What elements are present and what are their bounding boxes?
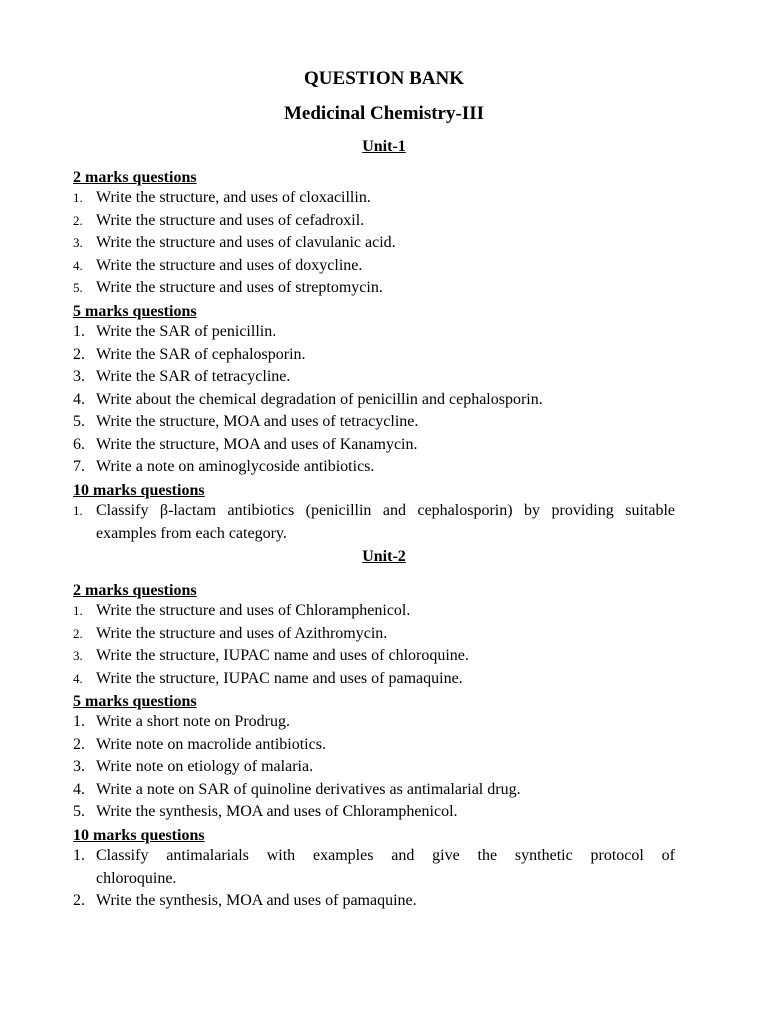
question-item [73,668,675,691]
question-number: 1. [73,847,85,864]
unit-2-heading: Unit-2 [362,548,406,565]
question-item [73,600,675,623]
question-number: 3. [73,758,85,775]
question-item [73,411,675,434]
question-text: Write the structure and uses of streptomycin. [96,279,383,296]
document-title: QUESTION BANK [304,68,464,89]
question-text: Write the structure and uses of Azithromycin. [96,624,388,642]
question-number: 3. [73,235,83,250]
question-item [73,344,675,367]
question-number: 3. [73,648,83,663]
question-text: Write about the chemical degradation of penicillin and cephalosporin. [96,390,543,408]
question-item [73,389,675,412]
question-number: 2. [73,625,83,641]
section-heading: 2 marks questions [73,169,197,186]
question-text: Write note on etiology of malaria. [96,758,314,775]
document-subtitle: Medicinal Chemistry-III [283,103,484,124]
question-number: 2. [73,212,83,228]
question-number: 5. [73,280,83,295]
question-text: Write the synthesis, MOA and uses of Chloramphenicol. [96,803,458,820]
question-item [73,845,675,890]
question-list [73,711,675,824]
question-number: 4. [73,257,83,273]
question-list [73,845,675,913]
question-number: 4. [73,780,85,798]
question-number: 1. [73,603,83,618]
question-text: Write the structure and uses of cefadroxil. [96,211,365,229]
section-heading: 5 marks questions [73,693,197,710]
question-item [73,187,675,210]
question-item [73,255,675,278]
question-item [73,277,675,300]
question-number: 2. [73,892,85,909]
question-text: Write the SAR of penicillin. [96,323,277,340]
question-number: 5. [73,803,85,820]
question-item [73,232,675,255]
question-number: 1. [73,503,83,518]
question-list [73,321,675,479]
question-text-line1: Classify antimalarials with examples and give the synthetic protocol of [96,847,675,864]
unit-1-heading: Unit-1 [362,138,406,155]
question-list [73,187,675,300]
question-number: 6. [73,435,85,453]
question-text: Write the structure, IUPAC name and uses of chloroquine. [96,647,469,664]
question-number: 3. [73,368,85,385]
section-heading: 10 marks questions [73,482,205,499]
question-item [73,756,675,779]
question-item [73,210,675,233]
question-item [73,711,675,734]
question-text: Write the SAR of tetracycline. [96,368,291,385]
question-number: 2. [73,735,85,753]
question-list [73,600,675,690]
section-heading: 2 marks questions [73,582,197,599]
section-heading: 10 marks questions [73,827,205,844]
question-item [73,734,675,757]
question-item [73,623,675,646]
question-text: Write the synthesis, MOA and uses of pamaquine. [96,892,417,909]
question-number: 4. [73,670,83,686]
question-number: 4. [73,390,85,408]
question-text-line2: examples from each category. [96,524,287,542]
question-text: Write the SAR of cephalosporin. [96,345,306,363]
question-number: 1. [73,713,85,730]
question-item [73,779,675,802]
section-heading: 5 marks questions [73,303,197,320]
question-item [73,645,675,668]
question-text-line1: Classify β-lactam antibiotics (penicillin and cephalosporin) by providing suitable [96,502,675,519]
question-text: Write the structure, MOA and uses of Kanamycin. [96,435,418,453]
question-item [73,456,675,479]
question-text-line2: chloroquine. [96,869,177,887]
question-item [73,434,675,457]
question-text: Write the structure, MOA and uses of tetracycline. [96,413,419,430]
question-text: Write the structure and uses of clavulanic acid. [96,234,396,251]
question-text: Write a note on SAR of quinoline derivatives as antimalarial drug. [96,780,521,798]
question-text: Write note on macrolide antibiotics. [96,735,326,753]
question-text: Write the structure and uses of doxycline. [96,256,363,274]
question-text: Write the structure, and uses of cloxacillin. [96,189,371,206]
question-text: Write the structure, IUPAC name and uses of pamaquine. [96,669,463,687]
question-text: Write the structure and uses of Chloramphenicol. [96,602,411,619]
question-item [73,801,675,824]
question-number: 2. [73,345,85,363]
question-item [73,890,675,913]
question-text: Write a short note on Prodrug. [96,713,290,730]
question-text: Write a note on aminoglycoside antibiotics. [96,458,375,475]
question-list [73,500,675,545]
question-item [73,366,675,389]
question-number: 1. [73,190,83,205]
question-item [73,500,675,545]
question-number: 7. [73,458,85,475]
question-item [73,321,675,344]
question-number: 1. [73,323,85,340]
question-number: 5. [73,413,85,430]
